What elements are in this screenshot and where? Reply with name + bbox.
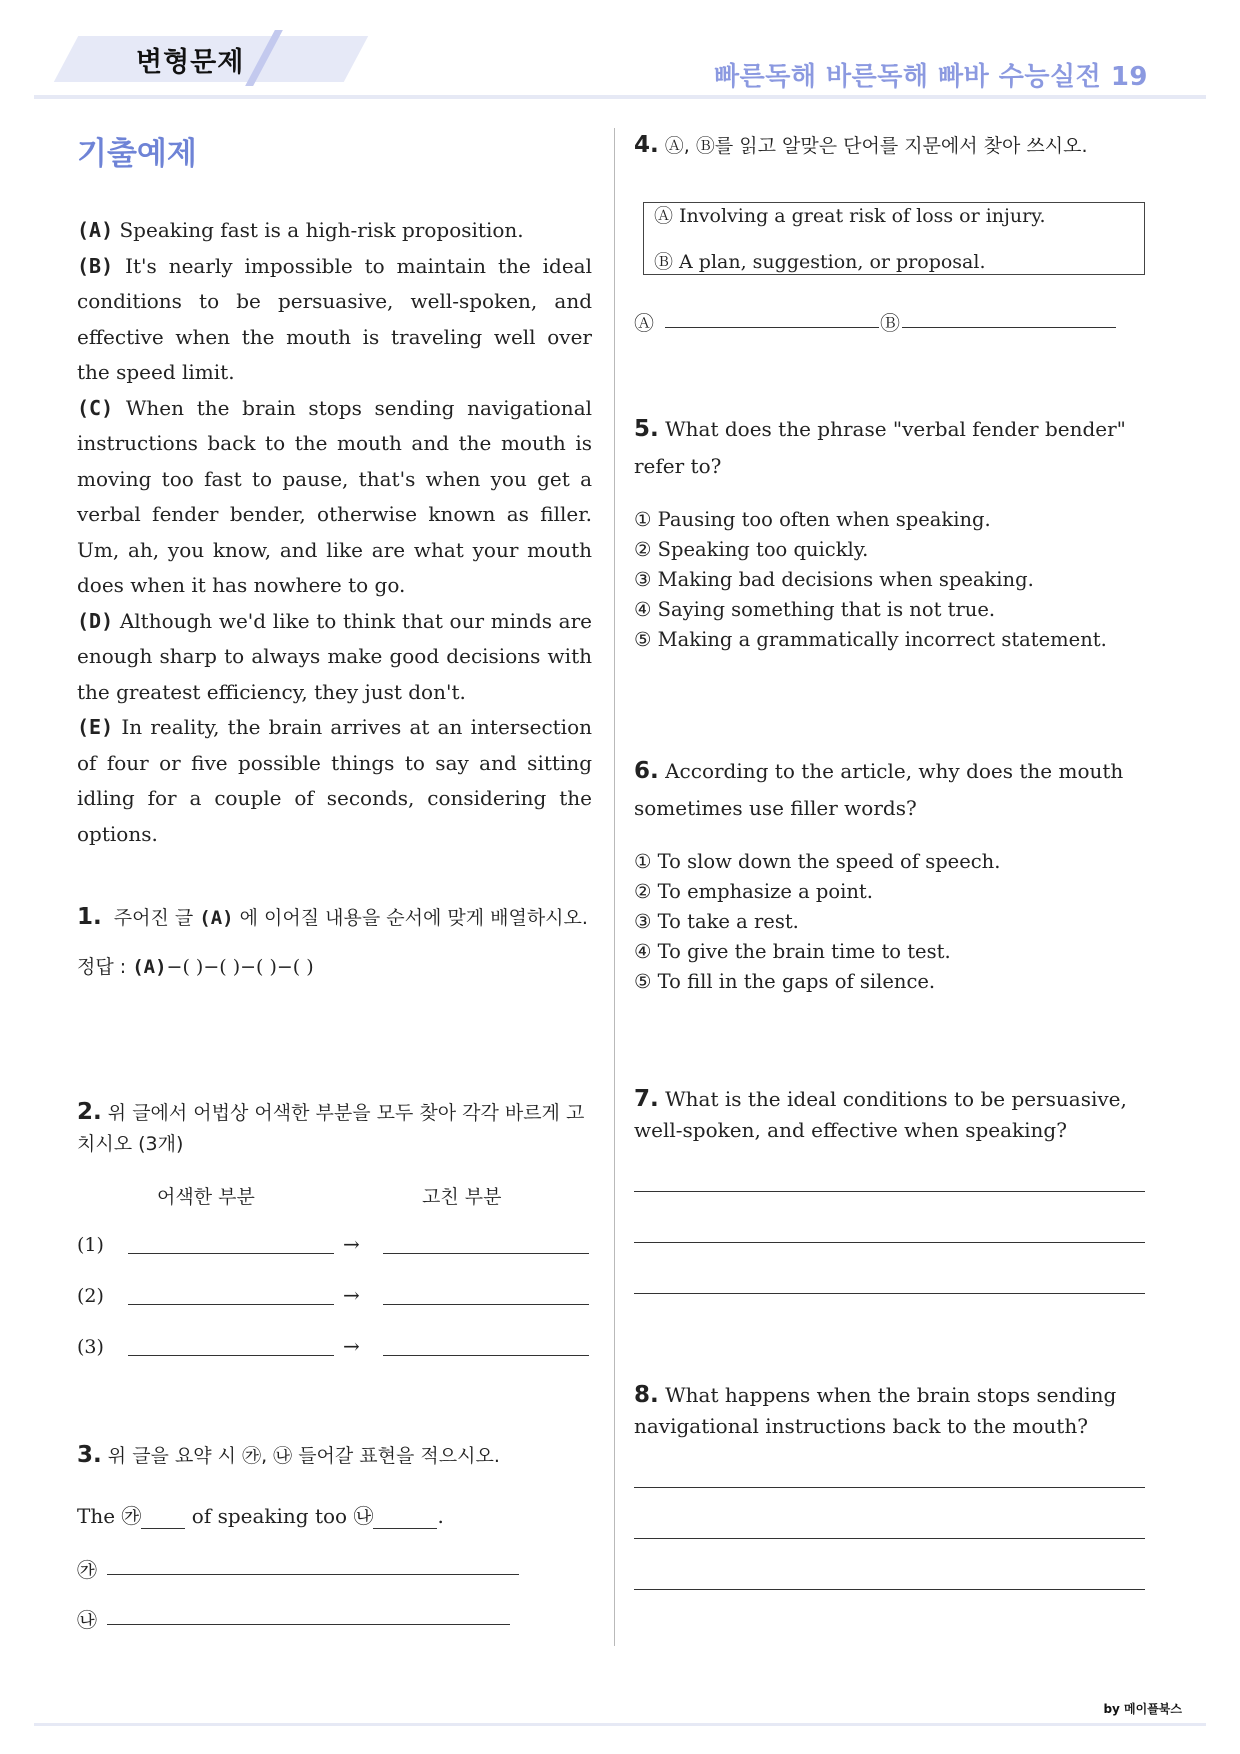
definition-b: Ⓑ A plan, suggestion, or proposal.: [654, 251, 986, 273]
question-number: 7.: [634, 1086, 659, 1112]
fixed-blank-2[interactable]: [383, 1304, 589, 1305]
option-5[interactable]: ⑤ Making a grammatically incorrect statement.: [634, 628, 1107, 651]
row-label-3: (3): [77, 1336, 104, 1358]
answer-label-a: ㉮: [77, 1558, 97, 1582]
question-8: [634, 1380, 1144, 1442]
column-divider: [614, 128, 615, 1646]
answer-order-blanks[interactable]: −( )−( )−( )−( ): [166, 956, 314, 978]
passage-label-a: (A): [77, 218, 114, 242]
question-number: 2.: [77, 1099, 102, 1125]
row-label-2: (2): [77, 1285, 104, 1307]
fixed-blank-1[interactable]: [383, 1253, 589, 1254]
answer-line-2[interactable]: [634, 1242, 1145, 1243]
question-number: 3.: [77, 1442, 102, 1468]
answer-line-3[interactable]: [634, 1589, 1145, 1590]
question-text: 위 글을 요약 시 ㉮, ㉯ 들어갈 표현을 적으시오.: [107, 1445, 500, 1467]
arrow-3: →: [343, 1334, 360, 1358]
answer-line-b[interactable]: [107, 1624, 510, 1625]
definition-box: [643, 202, 1145, 275]
col-header-wrong: 어색한 부분: [157, 1186, 255, 1208]
question-3: [77, 1440, 592, 1472]
question-label: (A): [199, 907, 234, 929]
summary-mark-a: ㉮: [121, 1504, 142, 1528]
definition-a: Ⓐ Involving a great risk of loss or injury.: [654, 205, 1046, 227]
passage-text-b: It's nearly impossible to maintain the ideal conditions to be persuasive, well-spoken, and effective when the mouth is traveling well over the speed limit.: [77, 253, 593, 384]
passage-text-e: In reality, the brain arrives at an intersection of four or five possible things to say and sitting idling for a couple of seconds, considering the options.: [77, 715, 593, 846]
answer-line-2[interactable]: [634, 1538, 1145, 1539]
question-number: 8.: [634, 1382, 659, 1408]
question-1: [77, 902, 592, 983]
option-4[interactable]: ④ To give the brain time to test.: [634, 940, 951, 963]
question-text-rest: 에 이어질 내용을 순서에 맞게 배열하시오.: [233, 907, 588, 929]
summary-text-a: The: [77, 1504, 122, 1528]
footer-divider: [34, 1723, 1206, 1726]
option-1[interactable]: ① To slow down the speed of speech.: [634, 850, 1001, 873]
answer-line-a[interactable]: [107, 1574, 519, 1575]
summary-end: .: [437, 1504, 444, 1528]
question-6: [634, 753, 1144, 997]
question-text: What does the phrase "verbal fender bender" refer to?: [634, 417, 1126, 478]
question-7: [634, 1084, 1144, 1146]
answer-label-b: ㉯: [77, 1608, 97, 1632]
question-number: 5.: [634, 416, 659, 442]
question-4: [634, 130, 1154, 162]
arrow-1: →: [343, 1232, 360, 1256]
fixed-blank-3[interactable]: [383, 1355, 589, 1356]
passage-label-b: (B): [77, 253, 114, 278]
passage: [77, 213, 592, 852]
options-list: [634, 505, 1144, 655]
option-3[interactable]: ③ To take a rest.: [634, 910, 799, 933]
option-2[interactable]: ② To emphasize a point.: [634, 880, 873, 903]
question-2: [77, 1097, 592, 1160]
question-text: What happens when the brain stops sending navigational instructions back to the mouth?: [634, 1383, 1117, 1438]
answer-label-b: Ⓑ: [880, 311, 900, 335]
passage-text-c: When the brain stops sending navigational instructions back to the mouth and the mouth is moving too fast to pause, that's when you get a verbal fender bender, otherwise known as filler. Um, ah, you know, and like are what your mouth does when it has nowhere to go.: [77, 395, 593, 597]
answer-line-1[interactable]: [634, 1487, 1145, 1488]
question-text: Ⓐ, Ⓑ를 읽고 알맞은 단어를 지문에서 찾아 쓰시오.: [664, 135, 1088, 157]
passage-text-a: Speaking fast is a high-risk proposition.: [119, 218, 524, 242]
option-3[interactable]: ③ Making bad decisions when speaking.: [634, 568, 1034, 591]
answer-line-a[interactable]: [665, 327, 879, 328]
question-text: According to the article, why does the mouth sometimes use filler words?: [634, 759, 1124, 820]
question-number: 4.: [634, 132, 659, 158]
answer-start: (A): [132, 956, 167, 978]
passage-label-d: (D): [77, 608, 114, 633]
answer-prefix: 정답 :: [77, 956, 133, 978]
left-column: [77, 120, 592, 852]
answer-line-3[interactable]: [634, 1293, 1145, 1294]
option-5[interactable]: ⑤ To fill in the gaps of silence.: [634, 970, 936, 993]
question-5: [634, 411, 1144, 655]
summary-sentence: [77, 1500, 444, 1529]
summary-blank-b[interactable]: [373, 1528, 437, 1529]
header-divider: [34, 95, 1206, 99]
summary-mark-b: ㉯: [353, 1504, 374, 1528]
col-header-fixed: 고친 부분: [422, 1186, 502, 1208]
question-number: 1.: [77, 904, 102, 930]
section-title: 기출예제: [77, 136, 197, 172]
option-4[interactable]: ④ Saying something that is not true.: [634, 598, 996, 621]
option-2[interactable]: ② Speaking too quickly.: [634, 538, 869, 561]
wrong-blank-3[interactable]: [128, 1355, 334, 1356]
question-text: 주어진 글: [113, 907, 200, 929]
summary-text-b: of speaking too: [185, 1504, 354, 1528]
header-series-title: 빠른독해 바른독해 빠바 수능실전 19: [713, 62, 1148, 92]
question-number: 6.: [634, 758, 659, 784]
answer-line-b[interactable]: [902, 327, 1116, 328]
wrong-blank-2[interactable]: [128, 1304, 334, 1305]
answer-line-1[interactable]: [634, 1191, 1145, 1192]
answer-label-a: Ⓐ: [634, 311, 654, 335]
row-label-1: (1): [77, 1234, 104, 1256]
question-text: 위 글에서 어법상 어색한 부분을 모두 찾아 각각 바르게 고치시오 (3개): [77, 1102, 585, 1155]
arrow-2: →: [343, 1283, 360, 1307]
option-1[interactable]: ① Pausing too often when speaking.: [634, 508, 991, 531]
passage-label-c: (C): [77, 395, 114, 420]
header-tag: 변형문제: [136, 47, 245, 78]
passage-text-d: Although we'd like to think that our minds are enough sharp to always make good decisions with the greatest efficiency, they just don't.: [77, 608, 593, 704]
question-text: What is the ideal conditions to be persuasive, well-spoken, and effective when speaking?: [634, 1087, 1127, 1142]
passage-label-e: (E): [77, 715, 114, 739]
options-list: [634, 847, 1144, 997]
wrong-blank-1[interactable]: [128, 1253, 334, 1254]
footer-credit: by 메이플북스: [1103, 1702, 1182, 1716]
summary-blank-a[interactable]: [141, 1528, 185, 1529]
